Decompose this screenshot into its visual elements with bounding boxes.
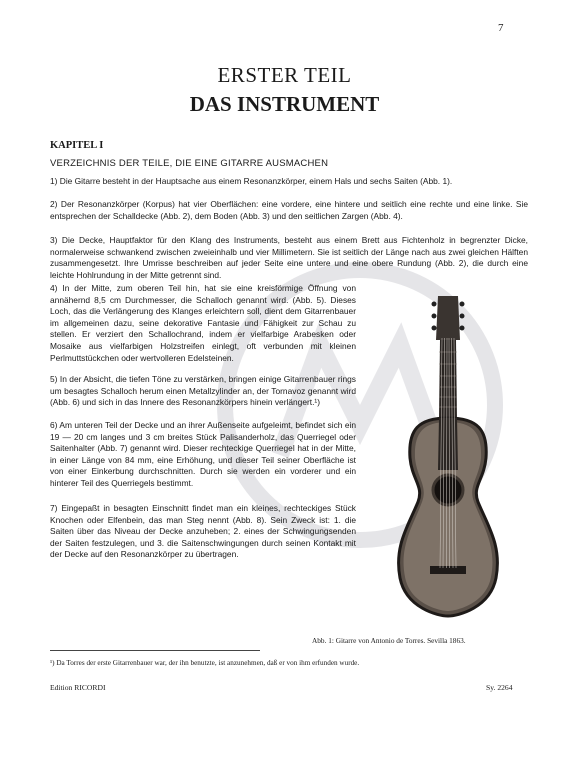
page-number: 7 (498, 22, 504, 34)
paragraph-1: 1) Die Gitarre besteht in der Hauptsache aus einem Resonanzkörper, einem Hals und sechs Saiten (Abb. 1). (50, 176, 453, 186)
paragraph-4: 4) In der Mitte, zum oberen Teil hin, hat sie eine kreisförmige Öffnung von annähernd 8,5 cm Durchmesser, die Schalloch genannt wird. (Abb. 5). Dieses Loch, das die Verlängerung des Klanges erleichtern soll, dient dem Gitarrenbauer im allgemeinen dazu, seine dekorative Fantasie und Fähigkeit zur Schau zu stellen. Er verziert den Schallochrand, indem er vielfarbige Arabesken oder Mosaike aus vielfarbigen Holzstreifen einlegt, oft verbunden mit kleinen Perlmuttstückchen oder wertvolleren Edelsteinen. (50, 283, 356, 363)
paragraph-5: 5) In der Absicht, die tiefen Töne zu verstärken, bringen einige Gitarrenbauer rings um besagtes Schalloch herum einen Metallzylinder an, der Tornavoz genannt wird (Abb. 6) und sich in das Innere des Resonanzkörpers hinein verlängert.¹) (50, 374, 356, 408)
footnote: ¹) Da Torres der erste Gitarrenbauer war, der ihn benutzte, ist anzunehmen, daß er von ihm erfunden wurde. (50, 659, 360, 667)
page-title: DAS INSTRUMENT (189, 92, 380, 116)
section-heading: VERZEICHNIS DER TEILE, DIE EINE GITARRE AUSMACHEN (50, 158, 329, 169)
paragraph-6: 6) Am unteren Teil der Decke und an ihrer Außenseite aufgeleimt, befindet sich ein 19 — 20 cm langes und 3 cm breites Stück Palisanderholz, das Querriegel oder Saitenhalter (Abb. 7) genannt wird. Dieser rechteckige Querriegel hat in der Mitte, in einer Länge von 84 mm, eine Erhöhung, und dieser Teil seiner Oberfläche ist von einer Einkerbung durchschnitten. Durch sie werden ein vorderer und ein hinterer Teil des Querriegels bestimmt. (50, 420, 356, 488)
paragraph-3: 3) Die Decke, Hauptfaktor für den Klang des Instruments, besteht aus einem Brett aus Fichtenholz in begrenzter Dicke, normalerweise schwankend zwischen zweieinhalb und vier Millimetern. Sie ist seitlich der Länge nach aus zwei gleichen Hälften zusammengesetzt. Ihre Umrisse beschreiben auf jeder Seite eine untere und eine obere Rundung (Abb. 2), die durch eine leichte Hohlrundung in der Mitte getrennt sind. (50, 235, 528, 280)
figure-caption: Abb. 1: Gitarre von Antonio de Torres. Sevilla 1863. (312, 636, 466, 645)
paragraph-2: 2) Der Resonanzkörper (Korpus) hat vier Oberflächen: eine vordere, eine hintere und seitlich eine rechte und eine linke. Sie entsprechen der Schalldecke (Abb. 2), dem Boden (Abb. 3) und den seitlichen Zargen (Abb. 4). (50, 199, 528, 221)
catalog-code: Sy. 2264 (486, 683, 513, 692)
part-title: ERSTER TEIL (217, 63, 352, 87)
footnote-divider (50, 650, 260, 651)
publisher-edition: Edition RICORDI (50, 683, 106, 692)
guitar-photo (388, 290, 510, 620)
chapter-heading: KAPITEL I (50, 140, 104, 151)
paragraph-7: 7) Eingepaßt in besagten Einschnitt findet man ein kleines, rechteckiges Stück Knochen oder Elfenbein, das man Steg nennt (Abb. 8). Sein Zweck ist: 1. die Saiten über das Niveau der Decke anzuheben; 2. eines der Schwingungsenden der Saiten festzulegen, und 3. die Saitenschwingungen durch seinen Kontakt mit der Decke auf den Resonanzkörper zu übertragen. (50, 503, 356, 560)
